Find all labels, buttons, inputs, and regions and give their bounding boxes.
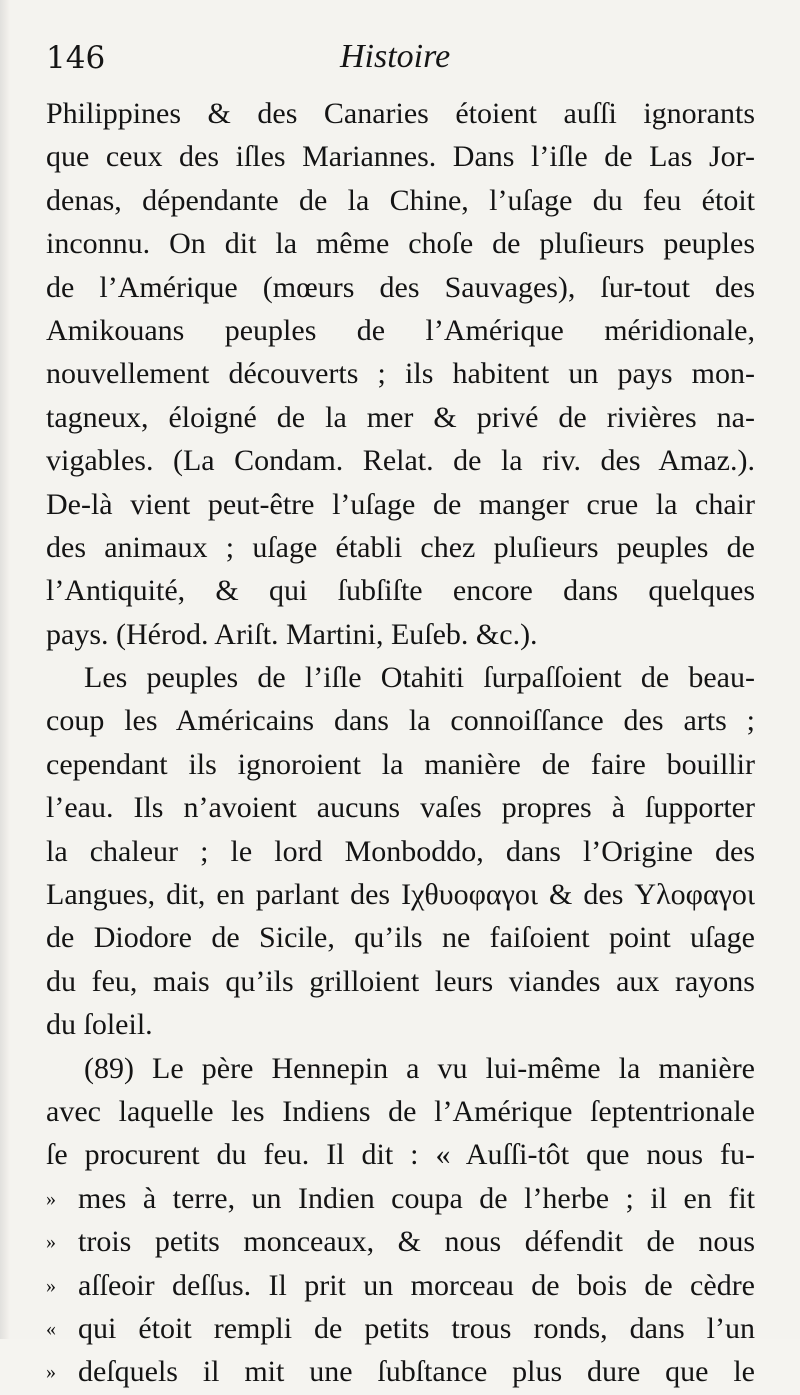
quote-mark: » [46, 1231, 56, 1254]
quoted-line [46, 1307, 755, 1350]
quoted-text: trois petits monceaux, & nous défendit de nous [78, 1225, 755, 1259]
quoted-line [46, 1350, 755, 1393]
page-header [46, 40, 760, 90]
quoted-line [46, 1264, 755, 1307]
quote-mark: « [46, 1317, 56, 1340]
text-line: avec laquelle les Indiens de l’Amérique ſeptentrionale [46, 1094, 755, 1128]
text-line: de Diodore de Sicile, qu’ils ne faiſoient point uſage [46, 921, 755, 955]
quoted-text: qui étoit rempli de petits trous ronds, dans l’un [78, 1311, 755, 1345]
text-line: de l’Amérique (mœurs des Sauvages), ſur-tout des [46, 270, 755, 304]
main-text-block [46, 92, 755, 1394]
text-line: cependant ils ignoroient la manière de faire bouillir [46, 747, 755, 781]
text-line: tagneux, éloigné de la mer & privé de rivières na- [46, 400, 755, 434]
text-line: De-là vient peut-être l’uſage de manger crue la chair [46, 487, 755, 521]
text-line: denas, dépendante de la Chine, l’uſage du feu étoit [46, 183, 755, 217]
quote-mark: » [46, 1187, 56, 1210]
text-line: coup les Américains dans la connoiſſance des arts ; [46, 704, 755, 738]
quoted-text: deſquels il mit une ſubſtance plus dure que le [78, 1355, 755, 1389]
quoted-line [46, 1177, 755, 1220]
text-line: l’eau. Ils n’avoient aucuns vaſes propres à ſupporter [46, 791, 755, 825]
text-line: Philippines & des Canaries étoient auſſi ignorants [46, 97, 755, 130]
quoted-text: mes à terre, un Indien coupa de l’herbe ; il en fit [78, 1181, 755, 1215]
paragraph-start-line: Les peuples de l’iſle Otahiti ſurpaſſoient de beau- [84, 661, 755, 695]
text-line: l’Antiquité, & qui ſubſiſte encore dans quelques [46, 574, 755, 608]
text-line: du ſoleil. [46, 1008, 153, 1042]
quote-mark: » [46, 1361, 56, 1384]
text-line: Langues, dit, en parlant des Ιχθυοφαγοι & des Υλοφαγοι [46, 878, 755, 912]
paragraph-start-line: (89) Le père Hennepin a vu lui-même la manière [84, 1051, 755, 1085]
text-line: inconnu. On dit la même choſe de pluſieurs peuples [46, 227, 755, 261]
text-line: la chaleur ; le lord Monboddo, dans l’Origine des [46, 834, 755, 868]
text-line: nouvellement découverts ; ils habitent un pays mon- [46, 357, 755, 391]
quoted-text: aſſeoir deſſus. Il prit un morceau de bois de cèdre [78, 1268, 755, 1302]
quoted-line [46, 1220, 755, 1263]
quote-mark: » [46, 1274, 56, 1297]
text-line: ſe procurent du feu. Il dit : « Auſſi-tôt que nous fu- [46, 1138, 755, 1172]
text-line: pays. (Hérod. Ariſt. Martini, Euſeb. &c.). [46, 617, 538, 651]
text-line: des animaux ; uſage établi chez pluſieurs peuples de [46, 530, 755, 564]
page-number: 146 [46, 40, 106, 76]
text-line: du feu, mais qu’ils grilloient leurs viandes aux rayons [46, 964, 755, 998]
text-line: que ceux des iſles Mariannes. Dans l’iſle de Las Jor- [46, 140, 755, 174]
text-line: Amikouans peuples de l’Amérique méridionale, [46, 313, 755, 347]
text-line: vigables. (La Condam. Relat. de la riv. des Amaz.). [46, 444, 755, 478]
running-head: Histoire [340, 38, 451, 75]
page-edge-shadow [0, 0, 10, 1339]
